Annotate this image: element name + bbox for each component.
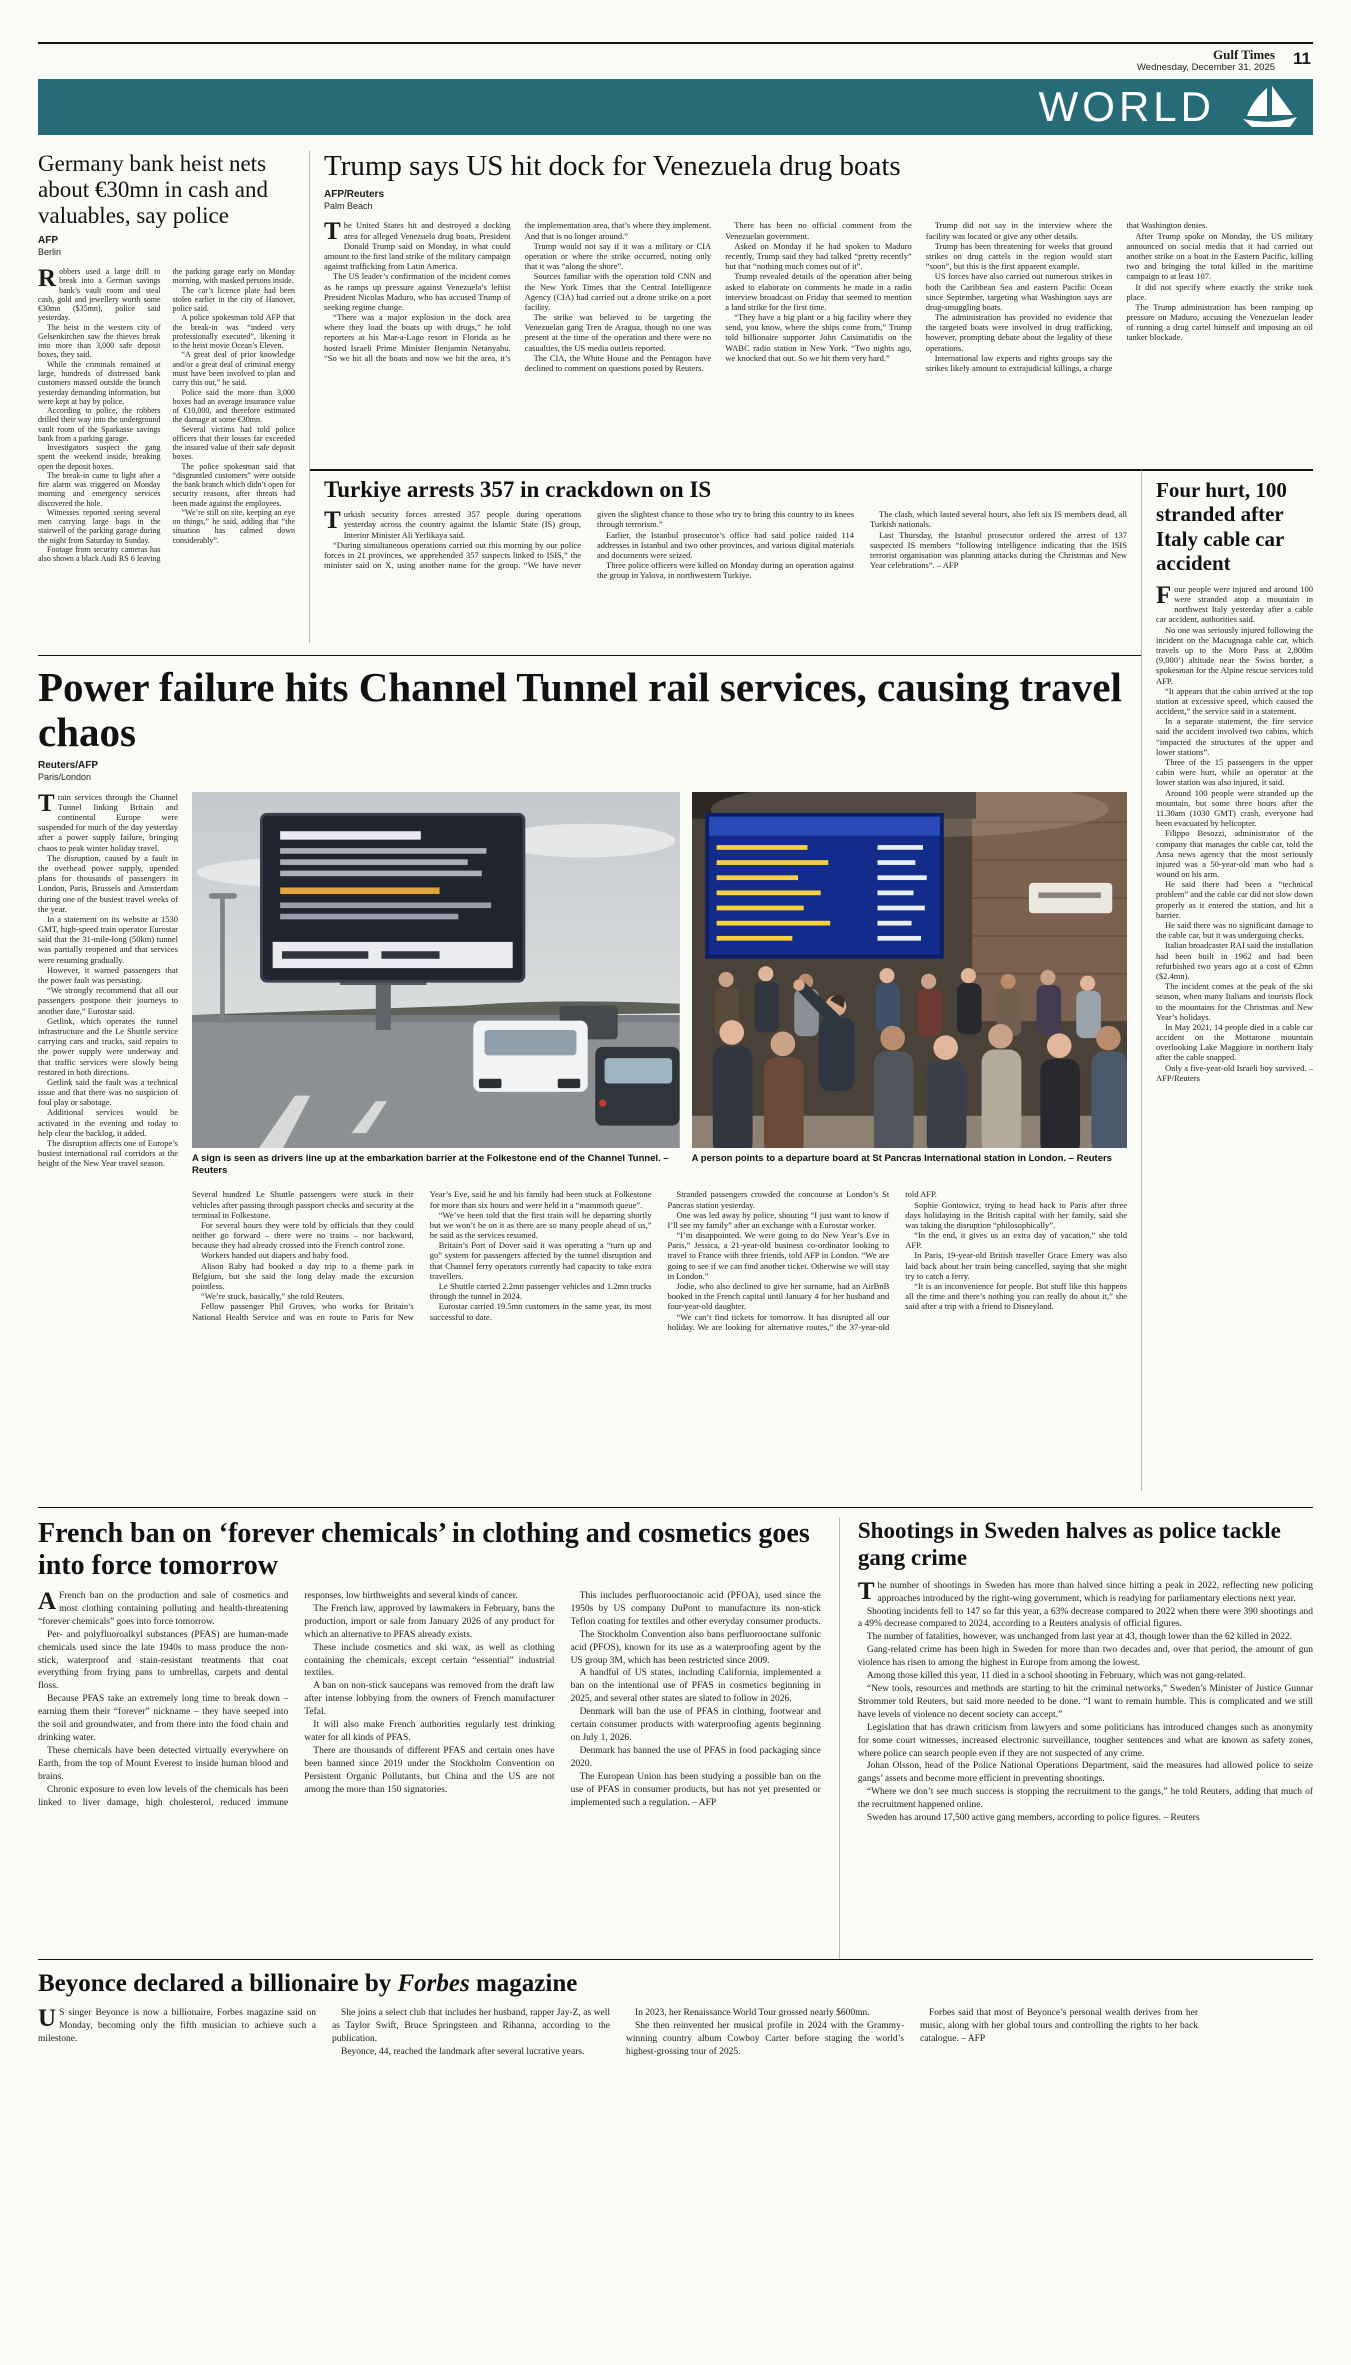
paragraph: US singer Beyonce is now a billionaire, Forbes magazine said on Monday, becoming only the fifth musician to achieve such a milestone. [38, 2004, 316, 2044]
paragraph: The strike was believed to be targeting the Venezuelan gang Tren de Aragua, though no one was present at the time of the operation and there were no casualties, the US media outlets reported. [524, 312, 712, 353]
article-italy-cable-car [1141, 469, 1313, 1491]
paragraph: “New tools, resources and methods are starting to hit the criminal networks,” Sweden’s Minister of Justice Gunnar Strommer told Reuters, but said more needed to be done. “I want to remain humble. This is complicated and we still have levels of violence no decent society can accept.” [857, 1684, 1313, 1720]
paragraph: Forbes said that most of Beyonce’s personal wealth derives from her music, along with her global tours and controlling the rights to her back catalogue. – AFP [920, 2007, 1198, 2044]
paragraph: The French law, approved by lawmakers in February, bans the production, import or sale from January 2026 of any product for which an alternative to PFAS already exists. [304, 1603, 555, 1640]
headline-beyonce-pre: Beyonce declared a billionaire by [38, 1970, 398, 1998]
paragraph: The United States hit and destroyed a docking area for alleged Venezuela drug boats, President Donald Trump said on Monday, in what could amount to the first land strike of the military campaign against trafficking from Latin America. [324, 218, 511, 272]
paragraph: Sources familiar with the operation told CNN and the New York Times that the Central Intelligence Agency (CIA) had carried out a drone strike on a port facility. [524, 271, 712, 312]
paragraph: The Stockholm Convention also bans perfluorooctane sulfonic acid (PFOS), known for its use as a waterproofing agent by the US group 3M, which has been restricted since 2009. [570, 1629, 821, 1666]
paragraph: Alison Raby had booked a day trip to a theme park in Belgium, but she said the long delay made the excursion pointless. [192, 1260, 414, 1291]
headline-sweden: Shootings in Sweden halves as police tackle gang crime [857, 1518, 1281, 1570]
channel-tunnel-layout [38, 789, 1127, 1492]
paragraph: The number of shootings in Sweden has more than halved since hitting a peak in 2022, reflecting new policing approaches introduced by the right-wing government, which is readying for parliamentary elections next year. [857, 1577, 1313, 1605]
paragraph: According to police, the robbers drilled their way into the underground vault room of the Sparkasse savings bank from a parking garage. [38, 406, 161, 443]
paragraph: Trump has been threatening for weeks that ground strikes on drug cartels in the region would start “soon”, but this is the first apparent example. [925, 240, 1113, 272]
paragraph: These include cosmetics and ski wax, as well as clothing containing the chemicals, except certain “essential” industrial textiles. [304, 1642, 555, 1679]
paragraph: Police said the more than 3,000 boxes had an average insurance value of €10,000, and therefore estimated the damage at some €30mn. [172, 387, 295, 425]
page-number: 11 [1293, 49, 1311, 68]
paragraph: “We’ve been told that the first train will be departing shortly but we won’t be on it as there are so many people ahead of us,” he said as the services resumed. [429, 1209, 652, 1241]
article-body-germany [38, 267, 295, 564]
photo-caption-st-pancras: A person points to a departure board at St Pancras International station in London. – Reuters [691, 1152, 1112, 1164]
photo-block-folkestone [192, 792, 680, 1178]
paragraph: Denmark has banned the use of PFAS in food packaging since 2020. [570, 1745, 821, 1769]
paragraph: The administration has provided no evidence that the targeted boats were involved in drug trafficking, however, prompting debate about the legality of these operations. [925, 312, 1113, 353]
paragraph: “We’re still on site, keeping an eye on things,” he said, adding that “the situation has calmed down considerably”. [172, 507, 295, 545]
page-header [38, 42, 1313, 79]
paragraph: The clash, which lasted several hours, also left six IS members dead, all Turkish nationals. [870, 509, 1127, 530]
paragraph: It will also make French authorities regularly test drinking water for all kinds of PFAS. [304, 1720, 555, 1743]
paragraph: No one was seriously injured following the incident on the Macugnaga cable car, which travels up to the Moro Pass at 2,800m (9,000’) altitude near the Swiss border, a spokesman for the Alpine rescue services told AFP. [1156, 624, 1313, 686]
paragraph: The European Union has been studying a possible ban on the use of PFAS in consumer products, but has not yet presented or implemented such a regulation. – AFP [570, 1771, 821, 1808]
paragraph: Eurostar carried 19.5mn customers in the same year, its most successful to date. [429, 1301, 652, 1322]
paragraph: He said there had been a “technical problem” and the cable car did not slow down properly as it entered the station, and hit a barrier. [1156, 879, 1313, 920]
paragraph: The disruption affects one of Europe’s busiest international rail corridors at the height of the New Year travel season. [38, 1138, 178, 1169]
article-body-cable-car [1156, 581, 1313, 1083]
paragraph: Three police officers were killed on Monday during an operation against the group in Yalova, in northwestern Turkiye. [597, 560, 854, 581]
paragraph: Four people were injured and around 100 were stranded atop a mountain in northwest Italy yesterday after a cable car accident, authorities said. [1156, 581, 1313, 625]
paragraph: Fellow passenger Phil Groves, who works for Britain’s National Health Service and was en route to Paris for New Year’s Eve, said he and his family had been stuck at Folkestone for more than six hours and were held in a “mammoth queue”. [192, 1189, 652, 1322]
paragraph: US forces have also carried out numerous strikes in both the Caribbean Sea and eastern Pacific Ocean since September, targeting what Washington says are drug-smuggling boats. [925, 271, 1113, 312]
paragraph: AFrench ban on the production and sale of cosmetics and most clothing containing polluting and health-threatening “forever chemicals” goes into force tomorrow. [38, 1588, 289, 1627]
paragraph: Investigators suspect the gang spent the weekend inside, breaking open the deposit boxes. [38, 443, 161, 471]
article-lead-column [38, 789, 178, 1492]
paragraph: She joins a select club that includes her husband, rapper Jay-Z, as well as Taylor Swift, Bruce Springsteen and Rihanna, according to the publication. [332, 2007, 610, 2044]
paragraph: The CIA, the White House and the Pentagon have declined to comment on questions posed by Reuters. [524, 352, 712, 374]
article-turkiye-arrests [310, 469, 1141, 643]
paragraph: Legislation that has drawn criticism from lawyers and some politicians has introduced changes such as anonymity for some court witnesses, increased electronic surveillance, tougher sentences and what are known as safety zones, where police can search people even if they are not suspected of any crime. [857, 1722, 1313, 1759]
article-body-pfas [38, 1590, 821, 1809]
dhow-logo-icon [1239, 84, 1301, 130]
headline-germany: Germany bank heist nets about €30mn in cash and valuables, say police [38, 151, 268, 229]
paragraph: Last Thursday, the Istanbul prosecutor ordered the arrest of 137 suspected IS members “following intelligence indicating that the ISIS terrorist organisation was planning attacks during the Christmas and New Year celebrations”. – AFP [870, 529, 1127, 571]
main-content [38, 151, 1313, 1491]
article-body-trump [324, 220, 1313, 373]
paragraph: Filippo Besozzi, administrator of the company that manages the cable car, told the Ansa news agency that the most seriously injured was a 50-year-old man who had a wound on his arm. [1156, 828, 1313, 880]
headline-cable-car: Four hurt, 100 stranded after Italy cable car accident [1156, 478, 1287, 575]
article-body-beyonce [38, 2004, 1198, 2059]
headline-beyonce-post: magazine [469, 1970, 578, 1998]
paragraph: Sophie Gontowicz, trying to head back to Paris after three days holidaying in the British capital with her family, said she was taking the disruption “philosophically”. [905, 1199, 1127, 1230]
paragraph: Le Shuttle carried 2.2mn passenger vehicles and 1.2mn trucks through the tunnel in 2024. [429, 1281, 652, 1302]
paragraph: Turkish security forces arrested 357 people during operations yesterday across the country against the Islamic State (IS) group, Interior Minister Ali Yerlikaya said. [324, 507, 581, 540]
paragraph: Stranded passengers crowded the concourse at London’s St Pancras station yesterday. [667, 1189, 890, 1210]
article-body-sweden [857, 1577, 1313, 1825]
paragraph: Jodie, who also declined to give her surname, had an AirBnB booked in the French capital until January 4 for her husband and four-year-old daughter. [667, 1281, 890, 1312]
paragraph: In Paris, 19-year-old British traveller Grace Emery was also laid back about her train being cancelled, saying that she might try to catch a ferry. [905, 1250, 1127, 1281]
paragraph: Witnesses reported seeing several men carrying large bags in the stairwell of the parking garage during the night from Saturday to Sunday. [38, 507, 161, 545]
paragraph: In 2023, her Renaissance World Tour grossed nearly $600mn. [635, 2007, 870, 2018]
paragraph: Italian broadcaster RAI said the installation had been built in 1962 and had been refurbished two years ago at a cost of €2mn ($2.4mn). [1156, 940, 1313, 981]
article-french-pfas-ban [38, 1518, 839, 1959]
article-body-channel-tunnel [192, 1189, 1127, 1491]
paragraph: The police spokesman said that “disgruntled customers” were outside the bank branch which didn’t open for security reasons, after threats had been made against the employees. [172, 461, 295, 508]
paragraph: Workers handed out diapers and baby food. [201, 1250, 349, 1261]
paragraph: The Trump administration has been ramping up pressure on Maduro, accusing the Venezuelan leader of running a drug cartel himself and imposing an oil tanker blockade. [1126, 301, 1313, 343]
paragraph: Trump would not say if it was a military or CIA operation or where the strike occurred, noting only that it was “along the shore”. [524, 240, 712, 272]
paragraph: In a separate statement, the fire service said the accident involved two cabins, which “impacted the structures of the upper and lower stations”. [1156, 716, 1313, 757]
paragraph: Because PFAS take an extremely long time to break down – earning them their “forever” nickname – they have seeped into the soil and groundwater, and from there into the food chain and drinking water. [38, 1694, 289, 1743]
paragraph: One was led away by police, shouting “I just want to know if I’ll see my family” after an exchange with a Eurostar worker. [667, 1209, 890, 1230]
paragraph: He said there was no significant damage to the cable car, but it was undergoing checks. [1156, 920, 1313, 941]
byline-channel-tunnel [38, 760, 1127, 783]
paragraph: Britain’s Port of Dover said it was operating a “turn up and go” system for passengers affected by the tunnel disruption and that Channel ferry operators currently had capacity to take extra travellers. [429, 1240, 652, 1281]
masthead-text [1137, 48, 1275, 73]
photo-row [192, 792, 1127, 1178]
headline-trump: Trump says US hit dock for Venezuela drug boats [324, 151, 901, 183]
byline-trump [324, 189, 1313, 212]
paragraph: It did not specify where exactly the strike took place. [1126, 281, 1313, 302]
section-banner [38, 79, 1313, 135]
paper-name: Gulf Times [1213, 47, 1276, 62]
paragraph: Sweden has around 17,500 active gang members, according to police figures. – Reuters [866, 1813, 1200, 1824]
st-pancras-crowd-photo [692, 792, 1127, 1148]
article-body-turkiye [324, 509, 1127, 580]
byline-agency: Reuters/AFP [38, 759, 99, 771]
channel-tunnel-main [192, 792, 1127, 1492]
paragraph: There are thousands of different PFAS and certain ones have been banned since 2019 under the Stockholm Convention on Persistent Organic Pollutants, but China and the US are not among the more than 150 signatories. [304, 1745, 555, 1795]
paragraph: Gang-related crime has been high in Sweden for more than two decades and, over that period, the amount of gun violence has risen to among the highest in Europe from among the lowest. [857, 1645, 1313, 1669]
paragraph: She then reinvented her musical profile in 2024 with the Grammy-winning country album Cowboy Carter before staging the world’s highest-grossing tour of 2025. [626, 2020, 904, 2057]
paragraph: “A great deal of prior knowledge and/or a great deal of criminal energy must have been involved to plan and carry this out,” he said. [172, 350, 295, 388]
photo-block-st-pancras [692, 792, 1127, 1178]
paragraph: This includes perfluorooctanoic acid (PFOA), used since the 1950s by US company DuPont to manufacture its non-stick Teflon coating for textiles and other everyday consumer products. [570, 1591, 821, 1627]
paragraph: Earlier, the Istanbul prosecutor’s office had said police raided 114 addresses in Istanbul and two other provinces, and various digital materials and documents were seized. [597, 529, 854, 560]
article-trump-venezuela [310, 151, 1313, 463]
paragraph: These chemicals have been detected virtually everywhere on Earth, from the top of Mount Everest to inside human blood and brains. [38, 1745, 289, 1782]
paragraph: In a statement on its website at 1530 GMT, high-speed train operator Eurostar said that the 31-mile-long (50km) tunnel was partially reopened and that services were resuming gradually. [38, 913, 178, 965]
paragraph: A ban on non-stick saucepans was removed from the draft law after intense lobbying from the owners of French manufacturer Tefal. [304, 1681, 555, 1718]
paragraph: Shooting incidents fell to 147 so far this year, a 63% decrease compared to 2022 when there were 390 shootings and a 49% decrease compared to 2024, according to a Reuters analysis of official figures. [857, 1606, 1313, 1630]
paragraph: Around 100 people were stranded up the mountain, but some three hours after the 11.30am (1030 GMT) crash, everyone had been evacuated by helicopter. [1156, 787, 1313, 829]
paragraph: A handful of US states, including California, implemented a ban on the intentional use of PFAS in cosmetics beginning in 2025, and several other states are slated to follow in 2026. [570, 1668, 821, 1705]
paragraph: “It appears that the cabin arrived at the top station at excessive speed, which caused the accident,” the service said in a statement. [1156, 685, 1313, 717]
paragraph: For several hours they were told by officials that they could neither go forward – there were no trains – nor backward, because they had already crossed into the French control zone. [192, 1219, 414, 1251]
paragraph: Robbers used a large drill to break into a German savings bank’s vault room and steal cash, gold and jewellery worth some €30mn ($35mn), police said yesterday. [38, 265, 161, 323]
article-channel-tunnel [38, 655, 1141, 1491]
paragraph: Denmark will ban the use of PFAS in clothing, footwear and certain consumer products with waterproofing agents beginning on July 1, 2026. [570, 1707, 821, 1743]
headline-beyonce-italic: Forbes [397, 1970, 470, 1998]
paragraph: Train services through the Channel Tunnel linking Britain and continental Europe were suspended for much of the day yesterday after a power supply failure, bringing chaos to peak winter holiday travel. [38, 789, 178, 853]
paragraph: “During simultaneous operations carried out this morning by our police forces in 21 provinces, we apprehended 357 suspects linked to ISIS,” the minister said on X, using another name for the group. “We have never given the slightest chance to those who try to bring this country to its knees through terrorism.” [324, 509, 854, 571]
paragraph: The incident comes at the peak of the ski season, when many Italians and tourists flock to the mountains for the Christmas and New Year’s holidays. [1156, 981, 1313, 1022]
paragraph: A police spokesman told AFP that the break-in was “indeed very professionally executed”, likening it to the heist movie Ocean’s Eleven. [172, 313, 295, 351]
paragraph: The break-in came to light after a fire alarm was triggered on Monday morning and emergency services discovered the hole. [38, 470, 161, 508]
photo-caption-folkestone: A sign is seen as drivers line up at the embarkation barrier at the Folkestone end of the Channel Tunnel. – Reuters [192, 1152, 669, 1176]
byline-place: Palm Beach [324, 200, 373, 211]
byline-place: Berlin [38, 247, 62, 258]
paragraph: “In the end, it gives us an extra day of vacation,” she told AFP. [905, 1230, 1127, 1251]
paragraph: Getlink said the fault was a technical issue and that there was no suspicion of foul play or sabotage. [38, 1076, 178, 1108]
paragraph: Several hundred Le Shuttle passengers were stuck in their vehicles after passing through passport checks and security at the terminal in Folkestone. [192, 1189, 414, 1220]
article-sweden-shootings [839, 1518, 1313, 1959]
paragraph: Footage from security cameras has also shown a black Audi RS 6 leaving the parking garage early on Monday morning, with masked persons inside. [38, 267, 295, 564]
byline-agency: AFP/Reuters [324, 188, 385, 200]
paragraph: International law experts and rights groups say the strikes likely amount to extrajudicial killings, a charge that Washington denies. [925, 220, 1208, 374]
paragraph: “We’re stuck, basically,” she told Reuters. [201, 1291, 345, 1302]
paragraph: “I’m disappointed. We were going to do New Year’s Eve in Paris,” Jessica, a 21-year-old business co-ordinator looking to travel to France with three friends, told AFP in London. “We are going to see if we can find another ticket. Otherwise we will stay in London.” [667, 1230, 890, 1281]
headline-pfas: French ban on ‘forever chemicals’ in clothing and cosmetics goes into force tomorrow [38, 1518, 810, 1581]
paragraph: The number of fatalities, however, was unchanged from last year at 43, though lower than the 62 killed in 2022. [866, 1632, 1293, 1643]
headline-turkiye: Turkiye arrests 357 in crackdown on IS [324, 477, 712, 503]
paragraph: Johan Olsson, head of the Police National Operations Department, said the measures had allowed police to seize gangs’ assets and become more efficient in preventing shootings. [857, 1761, 1313, 1785]
lower-section [38, 1507, 1313, 1959]
paragraph: “There was a major explosion in the dock area where they load the boats up with drugs,” he told reporters at his Mar-a-Lago resort in Florida as he hosted Israeli Prime Minister Benjamin Netanyahu. “So we hit all the boats and now we hit the area, it’s the implementation area, that’s where they implement. And that is no longer around.” [324, 220, 712, 363]
section-title: WORLD [1038, 83, 1215, 131]
paragraph: Trump revealed details of the operation after being asked to elaborate on comments he made in a radio interview broadcast on Friday that seemed to mention a land strike for the first time. [725, 271, 912, 312]
paragraph: “We strongly recommend that all our passengers postpone their journeys to another date,” Eurostar said. [38, 985, 178, 1016]
paragraph: Three of the 15 passengers in the upper cabin were hurt, while an operator at the lower station was also injured, it said. [1156, 757, 1313, 788]
paragraph: “Where we don’t see much success is stopping the recruitment to the gangs,” he told Reuters, adding that much of the recruitment happened online. [857, 1787, 1313, 1811]
bottom-section [38, 1959, 1313, 2169]
paragraph: The heist in the western city of Gelsenkirchen saw the thieves break into more than 3,000 safe deposit boxes, they said. [38, 322, 161, 360]
paragraph: After Trump spoke on Monday, the US military announced on social media that it had carried out another strike on a boat in the Eastern Pacific, killing two and bringing the total killed in the maritime campaign to at least 107. [1126, 230, 1313, 282]
paragraph: Only a five-year-old Israeli boy survived. – AFP/Reuters [1156, 1062, 1313, 1083]
byline-agency: AFP [38, 235, 58, 247]
folkestone-sign-photo [192, 792, 680, 1148]
paragraph: The US leader’s confirmation of the incident comes as he ramps up pressure against Venezuela’s leftist President Nicolas Maduro, who has accused Trump of seeking regime change. [324, 271, 511, 312]
paragraph: There has been no official comment from the Venezuelan government. [725, 220, 912, 241]
byline-germany [38, 235, 295, 258]
paragraph: While the criminals remained at large, hundreds of distressed bank customers massed outside the branch yesterday demanding information, but were kept at bay by police. [38, 359, 161, 406]
paragraph: Chronic exposure to even low levels of the chemicals has been linked to liver damage, high cholesterol, reduced immune responses, low birthweights and several kinds of cancer. [38, 1591, 518, 1808]
paragraph: The car’s licence plate had been stolen earlier in the city of Hanover, police said. [172, 285, 295, 314]
headline-beyonce [38, 1970, 1313, 1998]
paragraph: Additional services would be activated in the evening and today to help clear the backlog, it added. [38, 1107, 178, 1138]
paragraph: “We can’t find tickets for tomorrow. It has disrupted all our holiday. We are looking for alternative routes,” the 37-year-old told AFP. [667, 1189, 937, 1332]
paragraph: Asked on Monday if he had spoken to Maduro recently, Trump said they had talked “pretty recently” but that “nothing much comes out of it”. [725, 240, 912, 272]
paragraph: Several victims had told police officers that their losses far exceeded the insured value of their safe deposit boxes. [172, 424, 295, 462]
paragraph: Getlink, which operates the tunnel infrastructure and the Le Shuttle service carrying cars and trucks, said repairs to the power supply were underway and that traffic services were slowly being restored in both directions. [38, 1015, 178, 1077]
paragraph: “It is an inconvenience for people. But stuff like this happens all the time and there’s nothing you can really do about it,” she said after a trip with a friend to Disneyland. [905, 1281, 1127, 1312]
paragraph: Per- and polyfluoroalkyl substances (PFAS) are human-made chemicals used since the late 1940s to mass produce the non-stick, waterproof and stain-resistant treatments that coat everything from frying pans to umbrellas, carpets and dental floss. [38, 1629, 289, 1692]
article-beyonce-billionaire [38, 1970, 1313, 2058]
paragraph: Among those killed this year, 11 died in a school shooting in February, which was not gang-related. [866, 1671, 1246, 1682]
byline-place: Paris/London [38, 771, 92, 782]
issue-date: Wednesday, December 31, 2025 [1137, 62, 1276, 74]
paragraph: In May 2021, 14 people died in a cable car accident on the Mottarone mountain overlooking Lake Maggiore in northern Italy after the cable snapped. [1156, 1021, 1313, 1063]
paragraph: “They have a big plant or a big facility where they send, you know, where the ships come from,” Trump told billionaire supporter John Catsimatidis on the WABC radio station in New York. “Two nights ago, we knocked that out. So we hit them very hard.” [725, 312, 912, 363]
paragraph: However, it warned passengers that the power fault was persisting. [38, 964, 178, 985]
paragraph: Beyonce, 44, reached the landmark after several lucrative years. [341, 2046, 585, 2057]
article-germany-bank-heist [38, 151, 310, 643]
headline-channel-tunnel: Power failure hits Channel Tunnel rail services, causing travel chaos [38, 664, 1122, 755]
paragraph: Trump did not say in the interview where the facility was located or give any other details. [925, 220, 1113, 241]
paragraph: The disruption, caused by a fault in the overhead power supply, upended plans for thousands of passengers in London, Paris, Brussels and Amsterdam during one of the busiest travel weeks of the year. [38, 852, 178, 914]
